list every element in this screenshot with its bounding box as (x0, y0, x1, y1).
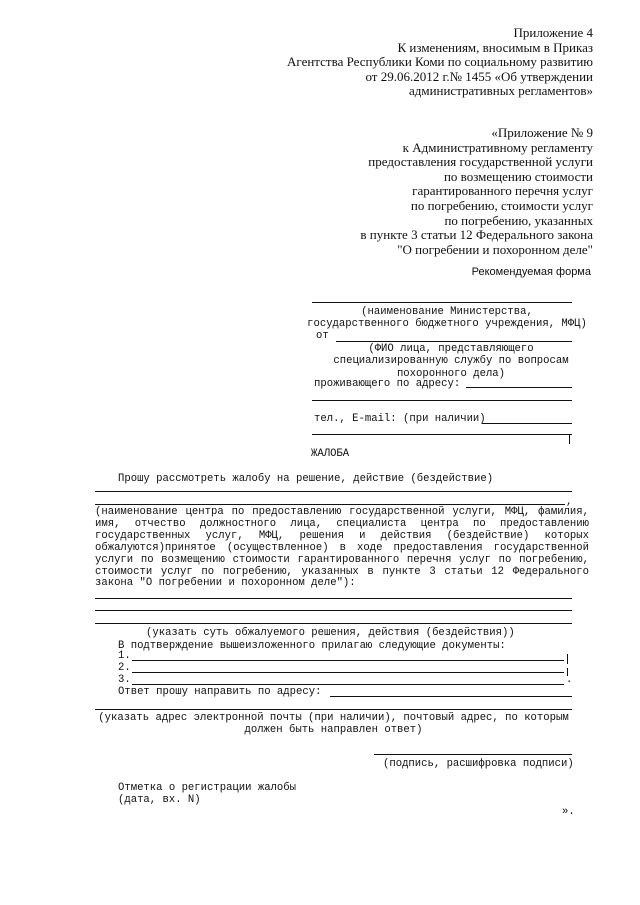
attachment-number: 3. (118, 674, 131, 686)
description-line (95, 623, 572, 624)
appendix-9-line: к Административному регламенту (402, 139, 593, 155)
ministry-hint-line: (наименование Министерства, (361, 306, 533, 318)
comma-mark: , (566, 496, 573, 508)
essence-hint: (указать суть обжалуемого решения, действия (бездействия)) (146, 627, 515, 639)
contacts-line (312, 434, 572, 435)
closing-mark: ». (562, 806, 575, 818)
registration-line: (дата, вх. N) (118, 794, 201, 807)
reply-address-line (330, 696, 572, 697)
attachment-number: 2. (118, 662, 131, 674)
ministry-hint-line: государственного бюджетного учреждения, МФЦ) (307, 318, 587, 331)
ministry-name-line (312, 302, 572, 303)
address-line (466, 387, 572, 388)
ministry-hint (302, 306, 592, 331)
from-line (336, 341, 572, 342)
person-hint (306, 343, 596, 380)
person-hint-line: специализированную службу по вопросам (333, 355, 569, 368)
appendix-9-line: по возмещению стоимости (443, 168, 593, 184)
edge-mark (567, 654, 568, 664)
period-mark: . (566, 674, 573, 686)
attach-text: В подтверждение вышеизложенного прилагаю следующие документы: (118, 640, 506, 652)
address-line (312, 400, 572, 401)
appendix-4-line: Приложение 4 (513, 25, 593, 40)
complaint-title: ЖАЛОБА (311, 448, 350, 460)
appendix-4-header (287, 26, 593, 99)
address-hint (95, 712, 572, 737)
appendix-9-line: по погребению, стоимости услуг (410, 197, 593, 213)
signature-hint: (подпись, расшифровка подписи) (383, 758, 574, 770)
appendix-9-line: предоставления государственной услуги (368, 154, 593, 170)
center-line (95, 491, 572, 492)
attachment-line (132, 684, 564, 685)
attachment-line (132, 660, 564, 661)
appendix-4-line: К изменениям, вносимым в Приказ (397, 39, 593, 55)
appendix-9-line: гарантированного перечня услуг (412, 183, 593, 199)
person-hint-line: похоронного дела) (396, 367, 506, 380)
description-line (95, 610, 572, 611)
appendix-4-line: от 29.06.2012 г.№ 1455 «Об утверждении (365, 68, 593, 84)
address-hint-line: (указать адрес электронной почты (при наличии), почтовый адрес, по которым (98, 712, 569, 724)
edge-mark (569, 434, 570, 444)
description-line (95, 598, 572, 599)
registration-mark (118, 782, 296, 807)
center-hint: (наименование центра по предоставлению государственной услуги, МФЦ, фамилия, имя, отчество должностного лица, специалиста центра по предоставлению государственных услуг, МФЦ, решения и действия (бездействие) которых обжалуются)принятое (осуществленное) в ходе предоставления государственной услуги по возмещению стоимости гарантированного перечня услуг по погребению, стоимости услуг по погребению, указанных в пункте 3 статьи 12 Федерального закона "О погребении и похоронном деле"): (95, 506, 589, 590)
address-hint-line: должен быть направлен ответ) (244, 724, 423, 737)
appendix-4-line: административных регламентов» (408, 83, 593, 99)
appendix-9-line: в пункте 3 статьи 12 Федерального закона (360, 227, 593, 243)
contacts-label: тел., E-mail: (при наличии) (314, 413, 486, 425)
appendix-9-line: "О погребении и похоронном деле" (397, 241, 593, 257)
recommended-form-label: Рекомендуемая форма (471, 266, 591, 278)
attachment-line (132, 672, 564, 673)
reply-label: Ответ прошу направить по адресу: (118, 686, 322, 698)
appendix-9-line: «Приложение № 9 (491, 125, 593, 140)
contacts-line (482, 423, 572, 424)
appendix-9-line: по погребению, указанных (444, 212, 593, 228)
complaint-request: Прошу рассмотреть жалобу на решение, действие (бездействие) (118, 473, 494, 485)
person-hint-line: (ФИО лица, представляющего (368, 343, 534, 355)
attachment-number: 1. (118, 650, 131, 662)
center-line (95, 504, 565, 505)
registration-line: Отметка о регистрации жалобы (118, 782, 297, 794)
from-label: от (316, 330, 329, 342)
signature-line (374, 754, 572, 755)
reply-address-line (95, 709, 572, 710)
appendix-9-header (360, 126, 593, 257)
residing-label: проживающего по адресу: (314, 378, 461, 390)
appendix-4-line: Агентства Республики Коми по социальному развитию (287, 54, 593, 70)
